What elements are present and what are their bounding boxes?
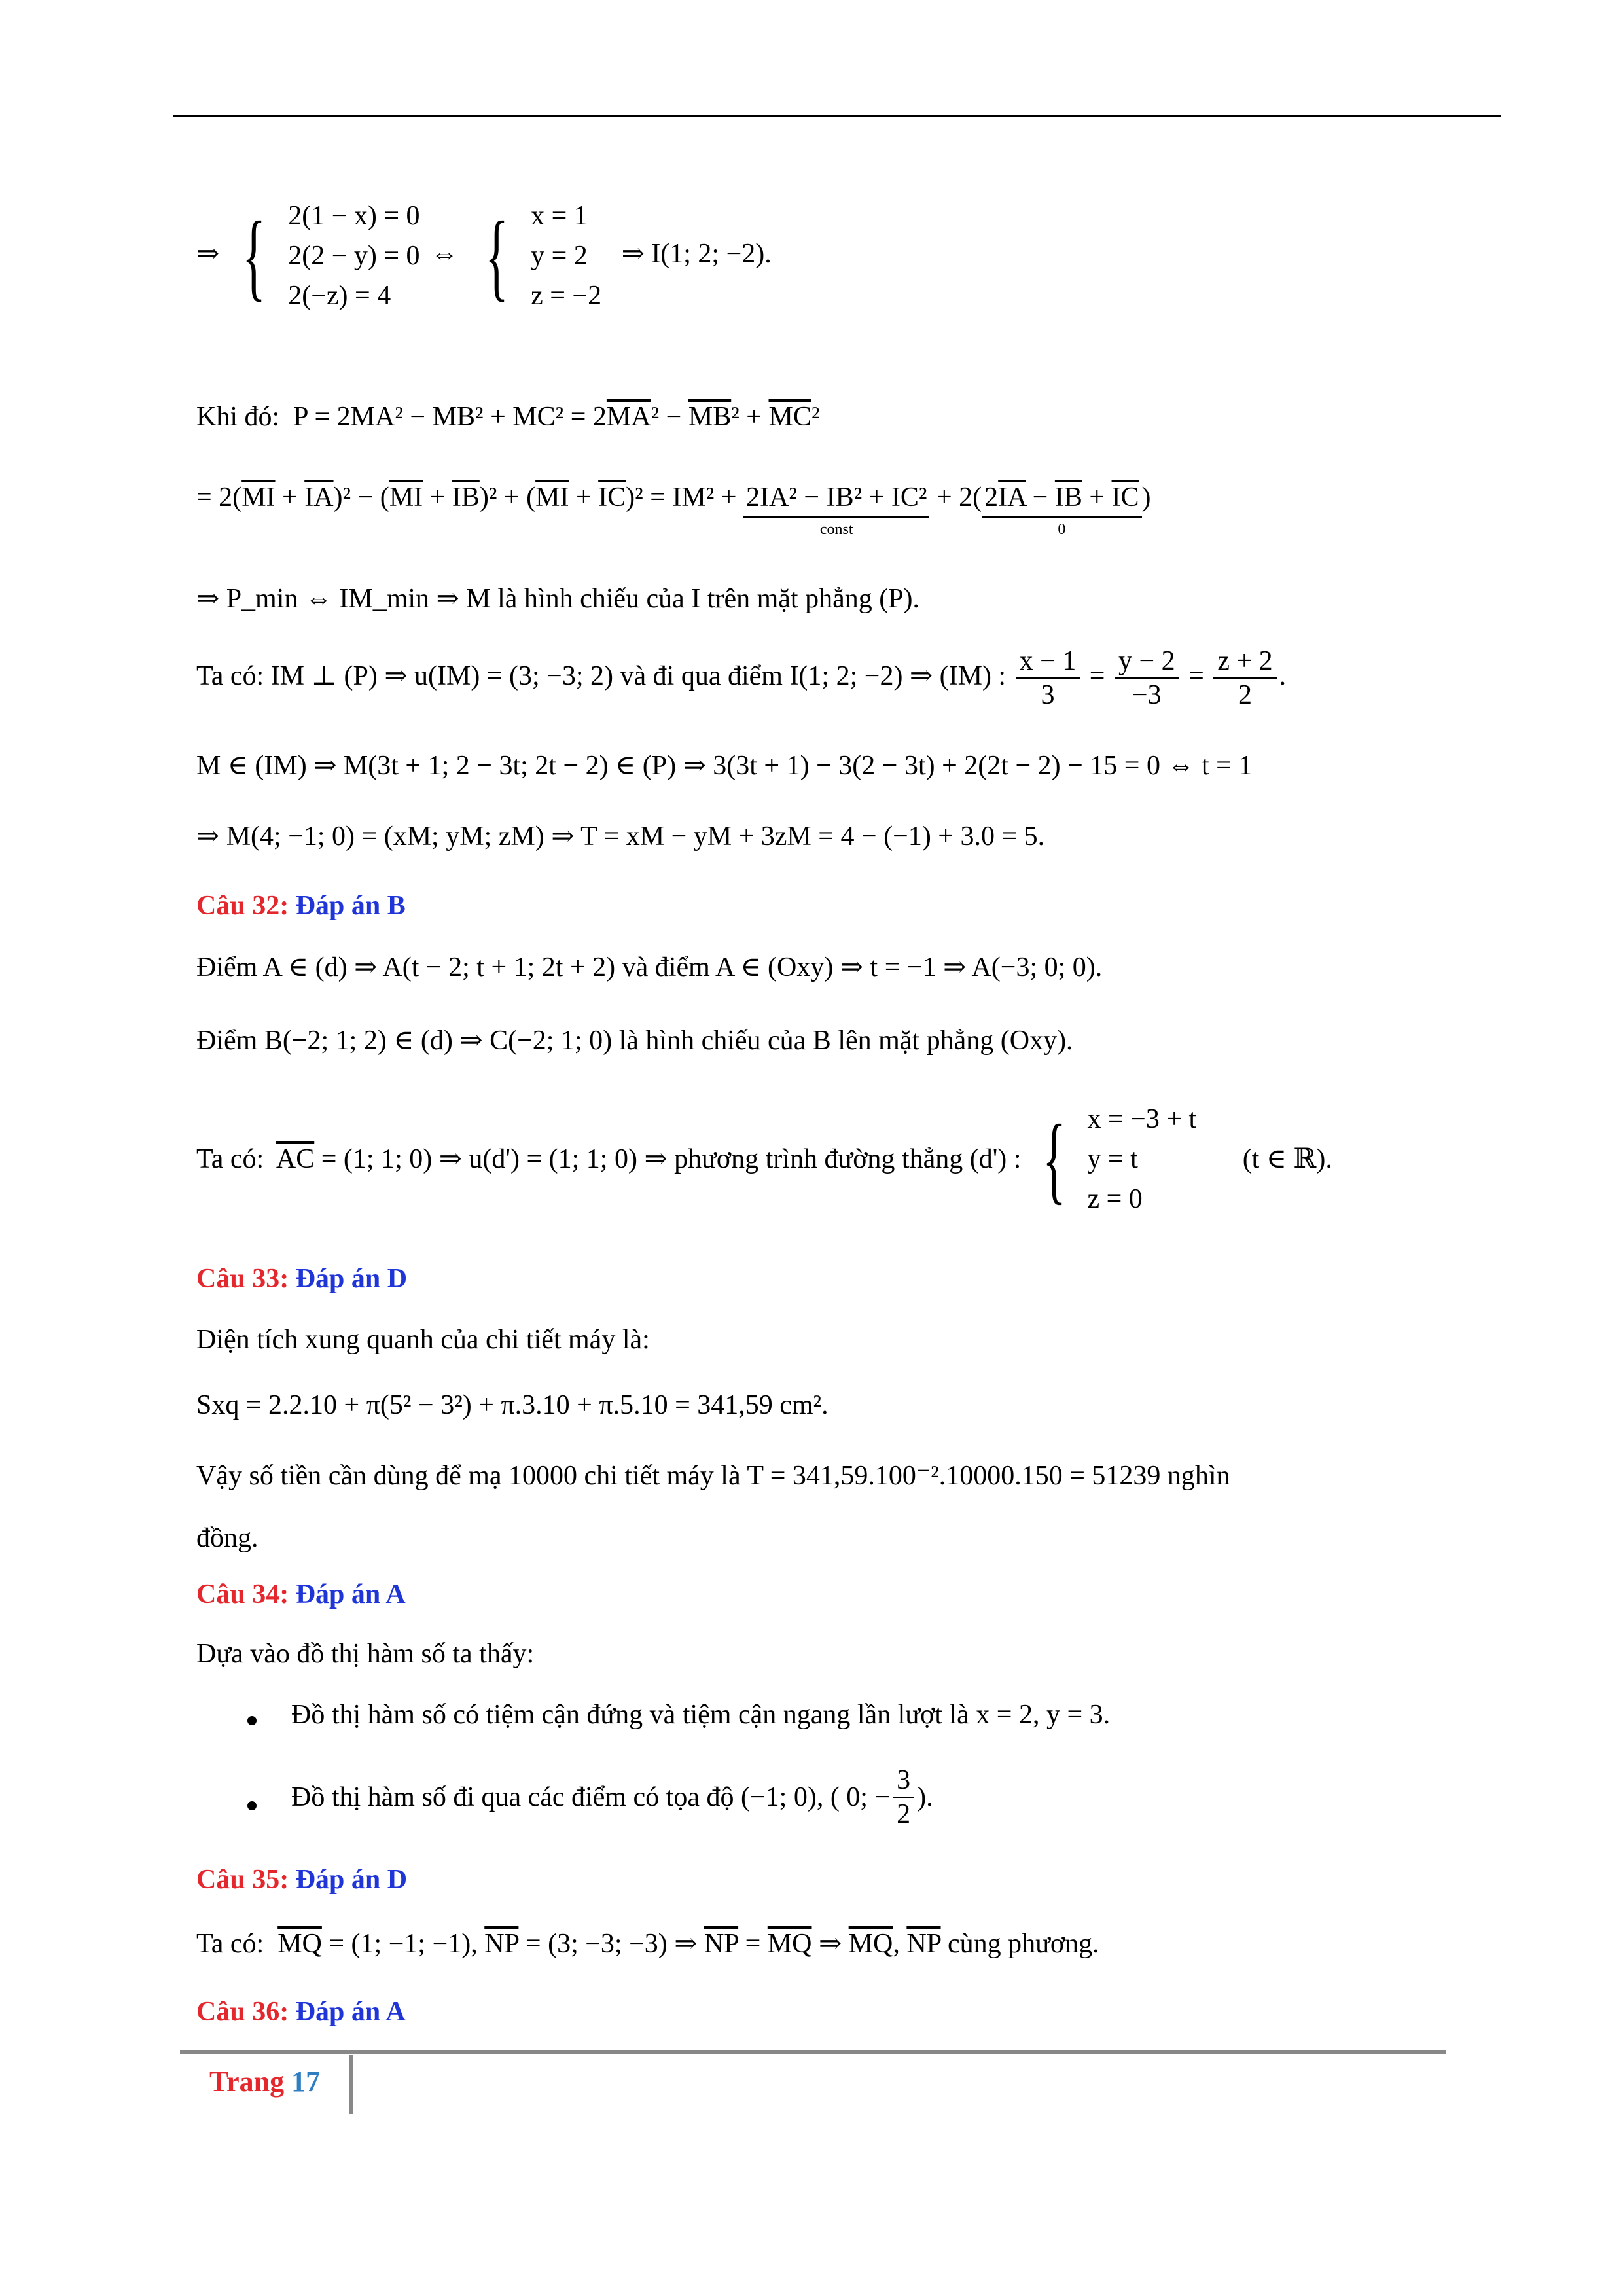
top-system: ⇒ { 2(1 − x) = 0 2(2 − y) = 0 2(−z) = 4 ⇔ { x = 1 y = 2 z = −2 ⇒ I(1; 2; −2). <box>196 196 772 316</box>
m-result-line: ⇒ M(4; −1; 0) = (xM; yM; zM) ⇒ T = xM − yM + 3zM = 4 − (−1) + 3.0 = 5. <box>196 821 1045 852</box>
bullet-icon <box>247 1716 257 1725</box>
im-line: Ta có: IM ⊥ (P) ⇒ u(IM) = (3; −3; 2) và đi qua điểm I(1; 2; −2) ⇒ (IM) : $\frac{x - 1}{3}$ = $\frac{y - 2}{-3}$ = $\frac{z + 2}{2}$ . <box>196 645 1286 712</box>
footer-divider <box>349 2055 353 2114</box>
q32-line-3: Ta có: $\overline{AC} = (1$; 1; 0) ⇒ u(d') = (1; 1; 0) ⇒ phương trình đường thẳng (d') : { x = −3 + t y = t z = 0 (t ∈ ℝ). <box>196 1100 1332 1219</box>
const-underbrace: 2IA² − IB² + IC² const <box>743 481 929 539</box>
question-33-heading: Câu 33: Đáp án D <box>196 1264 408 1294</box>
q34-bullet-1: Đồ thị hàm số có tiệm cận đứng và tiệm cận ngang lần lượt là x = 2, y = 3. <box>291 1700 1111 1730</box>
header-rule <box>173 115 1501 117</box>
dprime-brace: { <box>1042 1105 1066 1214</box>
m-param-line: M ∈ (IM) ⇒ M(3t + 1; 2 − 3t; 2t − 2) ∈ (P) ⇒ 3(3t + 1) − 3(2 − 3t) + 2(2t − 2) − 15 = 0 ⇔ t = 1 <box>196 751 1253 781</box>
pmin-line: ⇒ P_min ⇔ IM_min ⇒ M là hình chiếu của I trên mặt phẳng (P). <box>196 584 920 614</box>
khi-do-line: Khi đó: $P = 2MA^2 - MB^2 + MC^2 = 2\overline{MA}^2 - \overline{MB}^2 + \overline{MC}^2$ <box>196 402 820 432</box>
system-equations: 2(1 − x) = 0 2(2 − y) = 0 2(−z) = 4 <box>288 201 420 311</box>
question-34-heading: Câu 34: Đáp án A <box>196 1579 406 1609</box>
page-number: Trang 17 <box>209 2066 321 2098</box>
vector-mc: $\overline{MC}$ <box>768 402 812 432</box>
fraction-x: $\frac{x - 1}{3}$ <box>1016 645 1080 712</box>
right-brace: { <box>484 202 508 311</box>
q33-line-3: Vậy số tiền cần dùng để mạ 10000 chi tiết máy là T = 341,59.100⁻².10000.150 = 51239 nghìn <box>196 1461 1230 1491</box>
fraction-y: $\frac{y - 2}{-3}$ <box>1115 645 1179 712</box>
system-solution: x = 1 y = 2 z = −2 <box>531 201 602 311</box>
q32-line-1: Điểm A ∈ (d) ⇒ A(t − 2; t + 1; 2t + 2) và điểm A ∈ (Oxy) ⇒ t = −1 ⇒ A(−3; 0; 0). <box>196 952 1103 982</box>
q34-bullet-2: Đồ thị hàm số đi qua các điểm có tọa độ (−1; 0), ( 0; − $\frac{3}{2}$ ). <box>291 1764 933 1831</box>
q33-line-2: Sxq = 2.2.10 + π(5² − 3²) + π.3.10 + π.5.10 = 341,59 cm². <box>196 1390 829 1420</box>
dprime-system: x = −3 + t y = t z = 0 <box>1087 1104 1197 1214</box>
question-32-heading: Câu 32: Đáp án B <box>196 891 406 921</box>
vector-ma: $\overline{MA}$ <box>606 402 651 432</box>
expansion-line: = $2(\overline{MI} + \overline{IA})^2 - (\overline{MI} + \overline{IB})^2 + (\overline{MI} + \overline{IC})^2 = IM^2$ + 2IA² − IB² + IC² const + 2( $2\overline{IA} - \overline{IB} + \overline{IC}$ 0 ) <box>196 482 1151 539</box>
fraction-z: $\frac{z + 2}{2}$ <box>1213 645 1276 712</box>
question-35-heading: Câu 35: Đáp án D <box>196 1865 408 1895</box>
bullet-icon <box>247 1801 257 1810</box>
fraction-three-halves: $\frac{3}{2}$ <box>893 1764 914 1831</box>
q32-line-2: Điểm B(−2; 1; 2) ∈ (d) ⇒ C(−2; 1; 0) là hình chiếu của B lên mặt phẳng (Oxy). <box>196 1026 1073 1056</box>
vector-ac: $\overline{AC}$ <box>276 1144 315 1175</box>
q34-line-1: Dựa vào đồ thị hàm số ta thấy: <box>196 1639 535 1669</box>
q33-line-4: đồng. <box>196 1523 259 1553</box>
left-brace: { <box>241 202 266 311</box>
zero-underbrace: $2\overline{IA} - \overline{IB} + \overline{IC}$ 0 <box>982 481 1141 539</box>
q35-line-1: Ta có: $\overline{MQ} = (1$; −1; −1), $\overline{NP} = (3$; −3; −3) ⇒ $\overline{NP} = \overline{MQ}$ ⇒ $\overline{MQ}$, $\overline{NP}$ cùng phương. <box>196 1929 1099 1959</box>
question-36-heading: Câu 36: Đáp án A <box>196 1997 406 2027</box>
footer-rule <box>180 2050 1446 2054</box>
q33-line-1: Diện tích xung quanh của chi tiết máy là: <box>196 1325 650 1355</box>
vector-mb: $\overline{MB}$ <box>688 402 732 432</box>
